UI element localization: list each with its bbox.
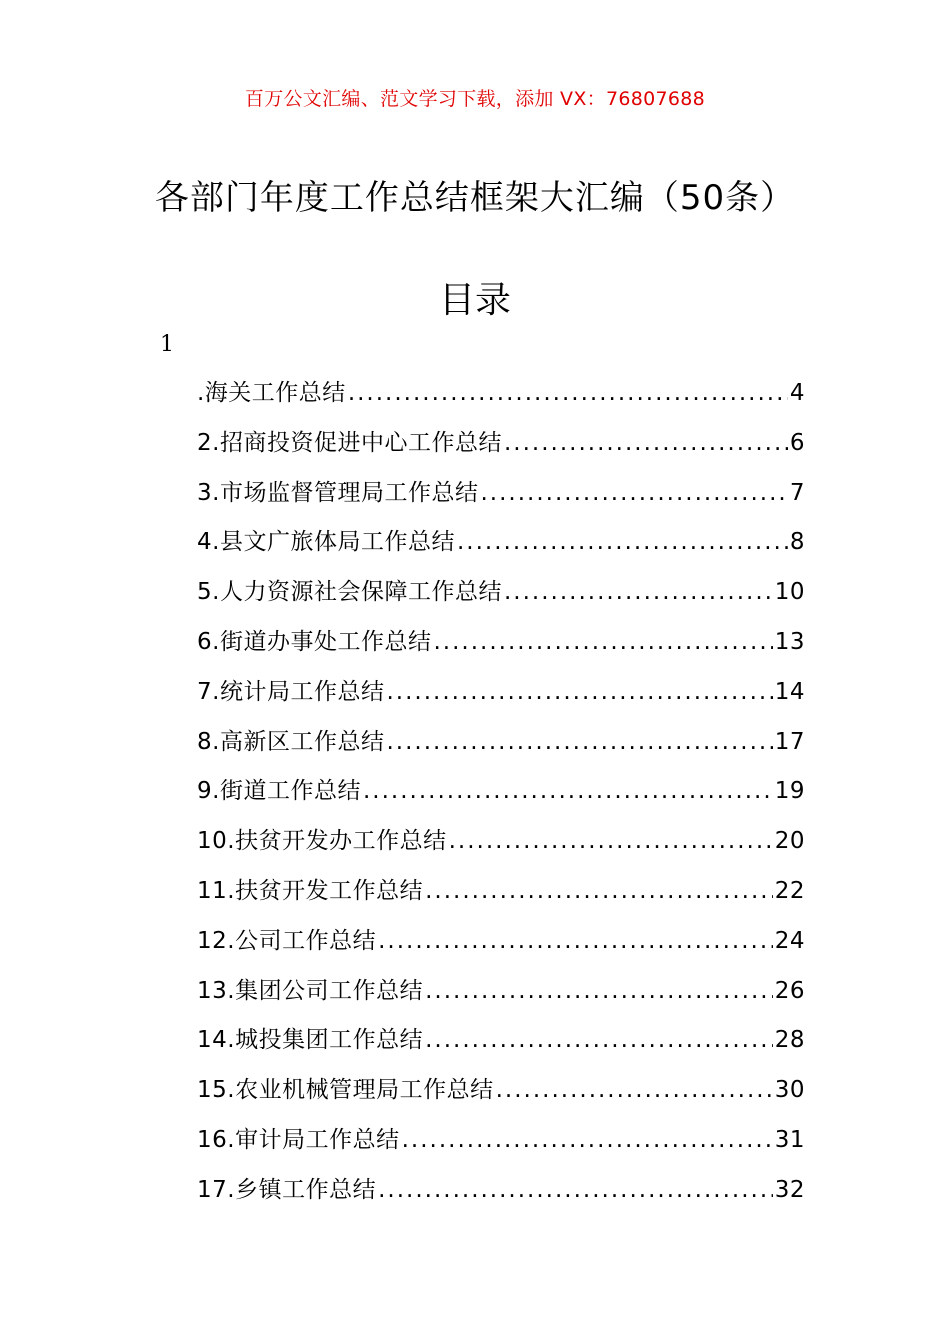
- table-of-contents: [197, 374, 805, 1221]
- toc-entry-label: .海关工作总结: [197, 380, 346, 406]
- toc-entry-label: 4.县文广旅体局工作总结: [197, 529, 455, 556]
- toc-entry-label: 10.扶贫开发办工作总结: [197, 828, 447, 855]
- toc-entry-page: 24: [774, 927, 805, 954]
- stray-number: 1: [160, 332, 174, 357]
- toc-entry-label: 12.公司工作总结: [197, 927, 377, 954]
- document-title: 各部门年度工作总结框架大汇编（50条）: [154, 178, 796, 218]
- toc-entry[interactable]: [197, 523, 805, 573]
- toc-entry-page: 28: [774, 1027, 805, 1054]
- toc-leader-dots: [425, 1027, 773, 1053]
- toc-entry[interactable]: [197, 972, 805, 1022]
- download-notice: 百万公文汇编、范文学习下载，添加 VX：76807688: [244, 88, 706, 110]
- toc-entry[interactable]: [197, 1021, 805, 1071]
- toc-entry-label: 15.农业机械管理局工作总结: [197, 1077, 494, 1104]
- toc-entry-page: 4: [789, 380, 805, 406]
- toc-leader-dots: [402, 1127, 773, 1153]
- toc-entry-label: 5.人力资源社会保障工作总结: [197, 579, 502, 606]
- toc-leader-dots: [378, 1177, 773, 1203]
- toc-entry-page: 31: [774, 1126, 805, 1153]
- toc-leader-dots: [386, 729, 772, 755]
- toc-leader-dots: [378, 928, 773, 954]
- toc-leader-dots: [449, 828, 773, 854]
- toc-entry-label: 6.街道办事处工作总结: [197, 628, 432, 655]
- toc-entry-page: 32: [774, 1176, 805, 1203]
- toc-leader-dots: [425, 978, 773, 1004]
- toc-entry-page: 6: [789, 429, 805, 456]
- toc-entry-page: 8: [789, 529, 805, 556]
- toc-entry-page: 20: [774, 828, 805, 855]
- toc-leader-dots: [496, 1077, 773, 1103]
- toc-entry[interactable]: [197, 1121, 805, 1171]
- toc-entry-label: 11.扶贫开发工作总结: [197, 877, 424, 904]
- toc-leader-dots: [348, 380, 788, 406]
- toc-entry[interactable]: [197, 822, 805, 872]
- toc-leader-dots: [504, 430, 788, 456]
- toc-entry-label: 2.招商投资促进中心工作总结: [197, 429, 502, 456]
- toc-entry-page: 22: [774, 877, 805, 904]
- toc-leader-dots: [457, 529, 788, 555]
- toc-entry-label: 3.市场监督管理局工作总结: [197, 479, 479, 506]
- toc-entry[interactable]: [197, 474, 805, 524]
- toc-heading: 目录: [438, 280, 511, 321]
- toc-entry[interactable]: [197, 872, 805, 922]
- toc-entry[interactable]: [197, 1071, 805, 1121]
- toc-entry[interactable]: [197, 573, 805, 623]
- toc-entry-label: 13.集团公司工作总结: [197, 977, 424, 1004]
- toc-entry-page: 14: [774, 678, 805, 705]
- toc-leader-dots: [386, 679, 772, 705]
- toc-entry[interactable]: [197, 374, 805, 424]
- toc-entry-page: 17: [774, 728, 805, 755]
- toc-leader-dots: [504, 579, 773, 605]
- toc-entry-label: 9.街道工作总结: [197, 778, 361, 805]
- toc-entry-page: 10: [774, 579, 805, 606]
- toc-entry-page: 26: [774, 977, 805, 1004]
- toc-entry[interactable]: [197, 922, 805, 972]
- toc-entry-label: 7.统计局工作总结: [197, 678, 385, 705]
- toc-leader-dots: [480, 480, 787, 506]
- toc-leader-dots: [363, 778, 773, 804]
- toc-entry[interactable]: [197, 772, 805, 822]
- toc-entry-page: 19: [774, 778, 805, 805]
- toc-entry-page: 7: [789, 479, 805, 506]
- toc-entry-label: 8.高新区工作总结: [197, 728, 385, 755]
- toc-entry-page: 30: [774, 1077, 805, 1104]
- toc-entry[interactable]: [197, 424, 805, 474]
- toc-leader-dots: [433, 629, 772, 655]
- toc-entry-label: 16.审计局工作总结: [197, 1126, 400, 1153]
- toc-entry-page: 13: [774, 628, 805, 655]
- toc-entry[interactable]: [197, 623, 805, 673]
- toc-leader-dots: [425, 878, 773, 904]
- toc-entry-label: 14.城投集团工作总结: [197, 1027, 424, 1054]
- toc-entry[interactable]: [197, 723, 805, 773]
- toc-entry-label: 17.乡镇工作总结: [197, 1176, 377, 1203]
- toc-entry[interactable]: [197, 1171, 805, 1221]
- toc-entry[interactable]: [197, 673, 805, 723]
